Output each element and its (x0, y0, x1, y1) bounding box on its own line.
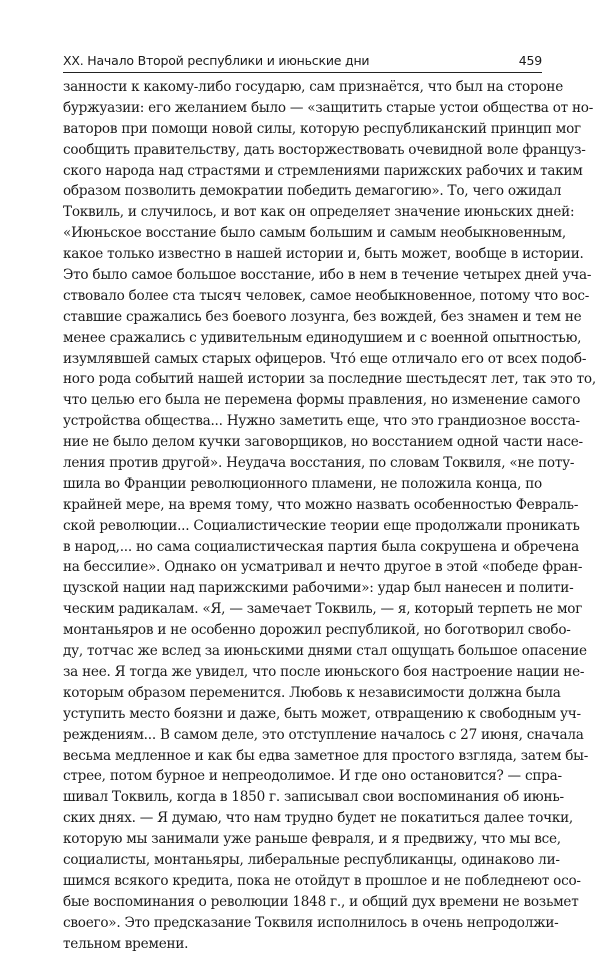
text-line: шила во Франции революционного пламени, не положила конца, по (63, 475, 542, 492)
text-line: которую мы занимали уже раньше февраля, и я предвижу, что мы все, (63, 831, 561, 848)
text-line: за нее. Я тогда же увидел, что после июньского боя настроение нации не- (63, 663, 585, 680)
text-line: занности к какому-либо государю, сам признаётся, что был на стороне (63, 79, 563, 95)
text-line: которым образом переменится. Любовь к независимости должна была (63, 684, 561, 701)
text-line: ской революции... Социалистические теории еще продолжали проникать (63, 517, 580, 534)
running-header (63, 53, 542, 71)
text-line: в народ,... но сама социалистическая партия была сокрушена и обречена (63, 538, 580, 555)
text-line: буржуазии: его желанием было — «защитить старые устои общества от но- (63, 99, 594, 116)
header-rule (63, 72, 542, 73)
text-line: Это было самое большое восстание, ибо в нем в течение четырех дней уча- (63, 267, 592, 284)
text-line: Токвиль, и случилось, и вот как он определяет значение июньских дней: (63, 204, 575, 221)
text-line: шимся всякого кредита, пока не отойдут в прошлое и не побледнеют осо- (63, 872, 581, 889)
text-line: сообщить правительству, дать восторжествовать очевидной воле француз- (63, 141, 586, 158)
text-line: реждениям... В самом деле, это отступление началось с 27 июня, сначала (63, 726, 584, 743)
text-line: ного рода событий нашей истории за последние шестьдесят лет, так это то, (63, 371, 596, 388)
text-line: своего». Это предсказание Токвиля исполнилось в очень непродолжи- (63, 914, 559, 931)
text-line: крайней мере, на время тому, что можно назвать особенностью Февраль- (63, 496, 579, 513)
text-line: социалисты, монтаньяры, либеральные республиканцы, одинаково ли- (63, 851, 560, 868)
text-line: ческим радикалам. «Я, — замечает Токвиль, — я, который терпеть не мог (63, 601, 583, 618)
text-line: ствовало более ста тысяч человек, самое необыкновенное, потому что вос- (63, 287, 590, 304)
text-line: весьма медленное и как бы едва заметное для простого взгляда, затем бы- (63, 747, 589, 764)
chapter-title: XX. Начало Второй республики и июньские дни (63, 53, 370, 68)
text-line: уступить место боязни и даже, быть может, отвращению к свободным уч- (63, 705, 581, 722)
text-line: менее сражались с удивительным единодушием и с военной опытностью, (63, 329, 582, 346)
text-line: образом позволить демократии победить демагогию». То, чего ожидал (63, 183, 562, 200)
text-line: стрее, потом бурное и непреодолимое. И где оно остановится? — спра- (63, 768, 562, 785)
book-page (63, 0, 596, 952)
text-line: шивал Токвиль, когда в 1850 г. записывал свои воспоминания об июнь- (63, 789, 564, 806)
text-line: «Июньское восстание было самым большим и самым необыкновенным, (63, 225, 566, 242)
text-line: какое только известно в нашей истории и, быть может, вообще в истории. (63, 246, 584, 263)
text-line: ду, тотчас же вслед за июньскими днями стал ощущать большое опасение (63, 643, 587, 660)
text-line: монтаньяров и не особенно дорожил республикой, но боготворил свобо- (63, 622, 571, 639)
text-line: ления против другой». Неудача восстания, по словам Токвиля, «не поту- (63, 455, 575, 472)
text-line: ние не было делом кучки заговорщиков, но восстанием одной части насе- (63, 434, 583, 451)
text-line: тельном времени. (63, 935, 189, 952)
text-line: ского народа над страстями и стремлениями парижских рабочих и таким (63, 162, 583, 179)
text-line: изумлявшей самых старых офицеров. Что́ еще отличало его от всех подоб- (63, 350, 587, 367)
text-line: ских днях. — Я думаю, что нам трудно будет не покатиться далее точки, (63, 810, 573, 827)
text-line: ваторов при помощи новой силы, которую республиканский принцип мог (63, 120, 581, 137)
text-line: цузской нации над парижскими рабочими»: удар был нанесен и полити- (63, 580, 574, 597)
text-line: что целью его была не перемена формы правления, но изменение самого (63, 392, 581, 409)
body-text (63, 77, 596, 954)
text-line: бые воспоминания о революции 1848 г., и общий дух времени не возьмет (63, 893, 579, 910)
text-line: ставшие сражались без боевого лозунга, без вождей, без знамен и тем не (63, 308, 582, 325)
text-line: устройства общества... Нужно заметить еще, что это грандиозное восста- (63, 413, 580, 430)
text-line: на бессилие». Однако он усматривал и нечто другое в этой «победе фран- (63, 559, 583, 576)
page-number: 459 (518, 53, 542, 68)
